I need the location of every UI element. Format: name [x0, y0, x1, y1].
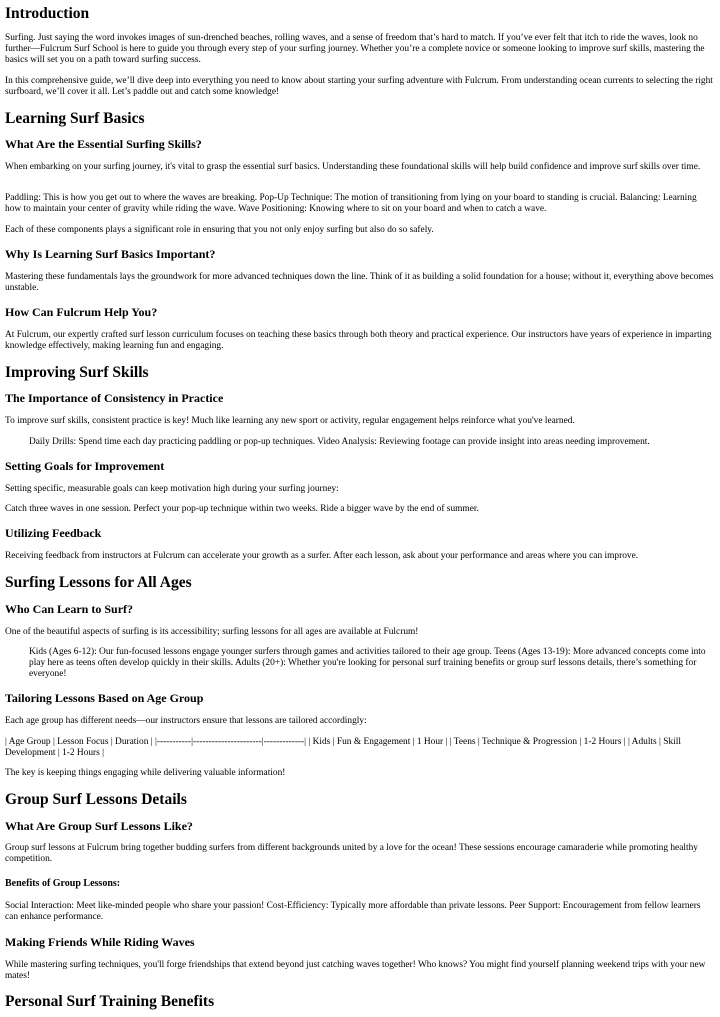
paragraph: To improve surf skills, consistent practice is key! Much like learning any new sport or activity, regular engagement helps reinforce what you've learned. — [5, 416, 575, 426]
subsection-heading: What Are the Essential Surfing Skills? — [5, 137, 202, 151]
paragraph: Group surf lessons at Fulcrum bring together budding surfers from different backgrounds united by a love for the ocean! These sessions encourage camaraderie while promoting healthy competition. — [5, 843, 698, 864]
paragraph: Surfing. Just saying the word invokes images of sun-drenched beaches, rolling waves, and a sense of freedom that’s hard to match. If you’ve ever felt that itch to ride the waves, look no further—Fulcrum Surf School is here to guide you through every step of your surfing journey. Whether you’re a complete novice or someone looking to improve surf skills, mastering the basics will set you on a path toward surfing success. — [5, 33, 705, 65]
paragraph: In this comprehensive guide, we’ll dive deep into everything you need to know about starting your surfing adventure with Fulcrum. From understanding ocean currents to selecting the right surfboard, we’ll cover it all. Let’s paddle out and catch some knowledge! — [5, 76, 713, 97]
paragraph: At Fulcrum, our expertly crafted surf lesson curriculum focuses on teaching these basics through both theory and practical experience. Our instructors have years of experience in imparting knowledge effectively, making learning fun and engaging. — [5, 330, 712, 351]
section-heading-learning-surf-basics: Learning Surf Basics — [5, 110, 145, 127]
paragraph: Catch three waves in one session. Perfect your pop-up technique within two weeks. Ride a bigger wave by the end of summer. — [5, 504, 479, 514]
paragraph: When embarking on your surfing journey, it's vital to grasp the essential surf basics. Understanding these foundational skills will help build confidence and improve surf skills over time. — [5, 162, 701, 172]
paragraph: Paddling: This is how you get out to where the waves are breaking. Pop-Up Technique: The motion of transitioning from lying on your board to standing is crucial. Balancing: Learning how to maintain your center of gravity while riding the wave. Wave Positioning: Knowing where to sit on your board and when to catch a wave. — [5, 193, 697, 214]
section-heading-improving-surf-skills: Improving Surf Skills — [5, 364, 149, 381]
section-heading-group-surf-lessons-details: Group Surf Lessons Details — [5, 791, 187, 808]
table-text: | Age Group | Lesson Focus | Duration | |-----------|----------------------|-------------| | Kids | Fun & Engagement | 1 Hour | | Teens | Technique & Progression | 1-2 Hours | | Adults | Skill Development | 1-2 Hours | — [5, 737, 681, 758]
subsection-heading: Making Friends While Riding Waves — [5, 935, 195, 949]
paragraph: Receiving feedback from instructors at Fulcrum can accelerate your growth as a surfer. After each lesson, ask about your performance and areas where you can improve. — [5, 551, 639, 561]
subsection-heading: Utilizing Feedback — [5, 526, 102, 540]
paragraph: The key is keeping things engaging while delivering valuable information! — [5, 768, 286, 778]
subsection-heading: Tailoring Lessons Based on Age Group — [5, 691, 204, 705]
subsection-heading: How Can Fulcrum Help You? — [5, 305, 158, 319]
minor-heading: Benefits of Group Lessons: — [5, 878, 121, 889]
paragraph: Each of these components plays a significant role in ensuring that you not only enjoy surfing but also do so safely. — [5, 225, 434, 235]
paragraph: Social Interaction: Meet like-minded people who share your passion! Cost-Efficiency: Typically more affordable than private lessons. Peer Support: Encouragement from fellow learners can enhance performance. — [5, 901, 701, 922]
paragraph: Mastering these fundamentals lays the groundwork for more advanced techniques down the line. Think of it as building a solid foundation for a house; without it, everything above becomes unstable. — [5, 272, 714, 293]
section-heading-surfing-lessons-for-all-ages: Surfing Lessons for All Ages — [5, 574, 192, 591]
paragraph: Setting specific, measurable goals can keep motivation high during your surfing journey: — [5, 484, 339, 494]
subsection-heading: The Importance of Consistency in Practice — [5, 391, 224, 405]
subsection-heading: Setting Goals for Improvement — [5, 459, 165, 473]
paragraph: Each age group has different needs—our instructors ensure that lessons are tailored accordingly: — [5, 716, 367, 726]
subsection-heading: What Are Group Surf Lessons Like? — [5, 819, 193, 833]
subsection-heading: Who Can Learn to Surf? — [5, 602, 134, 616]
paragraph: While mastering surfing techniques, you'll forge friendships that extend beyond just catching waves together! Who knows? You might find yourself planning weekend trips with your new mates! — [5, 960, 706, 981]
indented-paragraph: Daily Drills: Spend time each day practicing paddling or pop-up techniques. Video Analysis: Reviewing footage can provide insight into areas needing improvement. — [29, 437, 650, 447]
paragraph: One of the beautiful aspects of surfing is its accessibility; surfing lessons for all ages are available at Fulcrum! — [5, 627, 419, 637]
section-heading-introduction: Introduction — [5, 5, 90, 22]
indented-paragraph: Kids (Ages 6-12): Our fun-focused lessons engage younger surfers through games and activities tailored to their age group. Teens (Ages 13-19): More advanced concepts come into play here as teens often develop quickly in their skills. Adults (20+): Whether you're looking for personal surf training benefits or group surf lessons details, there’s something for everyone! — [29, 647, 706, 679]
section-heading-personal-surf-training-benefits: Personal Surf Training Benefits — [5, 993, 215, 1010]
subsection-heading: Why Is Learning Surf Basics Important? — [5, 247, 216, 261]
